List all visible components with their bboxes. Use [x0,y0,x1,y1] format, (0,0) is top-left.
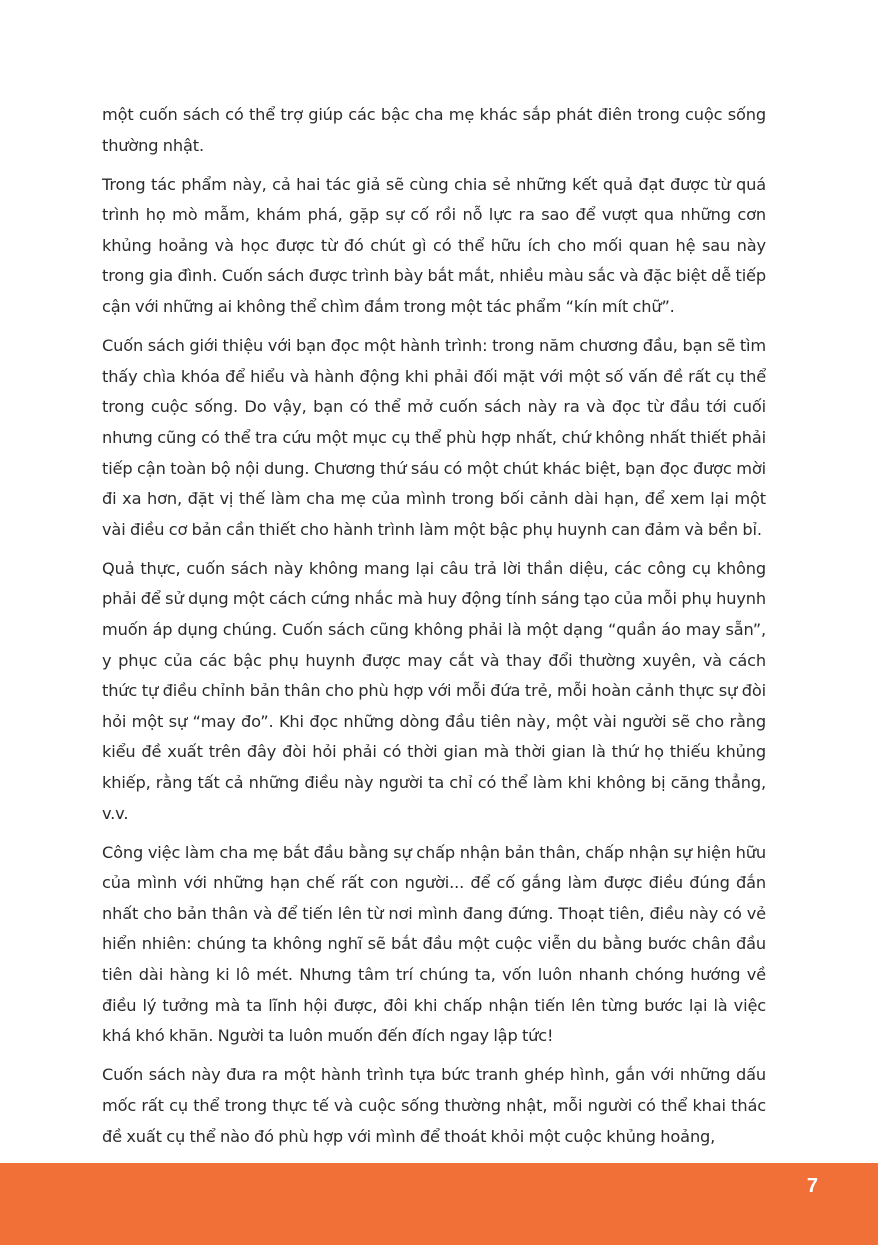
paragraph-no-magic-answer: Quả thực, cuốn sách này không mang lại câu trả lời thần diệu, các công cụ không phải để sử dụng một cách cứng nhắc mà huy động tính sáng tạo của mỗi phụ huynh muốn áp dụng chúng. Cuốn sách cũng không phải là một dạng “quần áo may sẵn”, y phục của các bậc phụ huynh được may cắt và thay đổi thường xuyên, và cách thức tự điều chỉnh bản thân cho phù hợp với mỗi đứa trẻ, mỗi hoàn cảnh thực sự đòi hỏi một sự “may đo”. Khi đọc những dòng đầu tiên này, một vài người sẽ cho rằng kiểu đề xuất trên đây đòi hỏi phải có thời gian mà thời gian là thứ họ thiếu khủng khiếp, rằng tất cả những điều này người ta chỉ có thể làm khi không bị căng thẳng, v.v. [102,558,766,823]
paragraph-parenting-acceptance: Công việc làm cha mẹ bắt đầu bằng sự chấp nhận bản thân, chấp nhận sự hiện hữu của mình với những hạn chế rất con người... để cố gắng làm được điều đúng đắn nhất cho bản thân và để tiến lên từ nơi mình đang đứng. Thoạt tiên, điều này có vẻ hiển nhiên: chúng ta không nghĩ sẽ bắt đầu một cuộc viễn du bằng bước chân đầu tiên dài hàng ki lô mét. Nhưng tâm trí chúng ta, vốn luôn nhanh chóng hướng về điều lý tưởng mà ta lĩnh hội được, đôi khi chấp nhận tiến lên từng bước lại là việc khá khó khăn. Người ta luôn muốn đến đích ngay lập tức! [102,842,766,1046]
paragraph-journey-intro: Cuốn sách giới thiệu với bạn đọc một hành trình: trong năm chương đầu, bạn sẽ tìm thấy chìa khóa để hiểu và hành động khi phải đối mặt với một số vấn đề rất cụ thể trong cuộc sống. Do vậy, bạn có thể mở cuốn sách này ra và đọc từ đầu tới cuối nhưng cũng có thể tra cứu một mục cụ thể phù hợp nhất, chứ không nhất thiết phải tiếp cận toàn bộ nội dung. Chương thứ sáu có một chút khác biệt, bạn đọc được mời đi xa hơn, đặt vị thế làm cha mẹ của mình trong bối cảnh dài hạn, để xem lại một vài điều cơ bản cần thiết cho hành trình làm một bậc phụ huynh can đảm và bền bỉ. [102,336,766,539]
footer-band [0,1163,878,1245]
page-number: 7 [806,1175,818,1197]
paragraph-continuation: một cuốn sách có thể trợ giúp các bậc cha mẹ khác sắp phát điên trong cuộc sống thường nhật. [102,105,766,155]
paragraph-puzzle-journey: Cuốn sách này đưa ra một hành trình tựa bức tranh ghép hình, gắn với những dấu mốc rất cụ thể trong thực tế và cuộc sống thường nhật, mỗi người có thể khai thác đề xuất cụ thể nào đó phù hợp với mình để thoát khỏi một cuộc khủng hoảng, [102,1065,766,1146]
paragraph-authors-share: Trong tác phẩm này, cả hai tác giả sẽ cùng chia sẻ những kết quả đạt được từ quá trình họ mò mẫm, khám phá, gặp sự cố rồi nỗ lực ra sao để vượt qua những cơn khủng hoảng và học được từ đó chút gì có thể hữu ích cho mối quan hệ sau này trong gia đình. Cuốn sách được trình bày bắt mắt, nhiều màu sắc và đặc biệt dễ tiếp cận với những ai không thể chìm đắm trong một tác phẩm “kín mít chữ”. [102,174,766,317]
page-body [102,100,766,1161]
